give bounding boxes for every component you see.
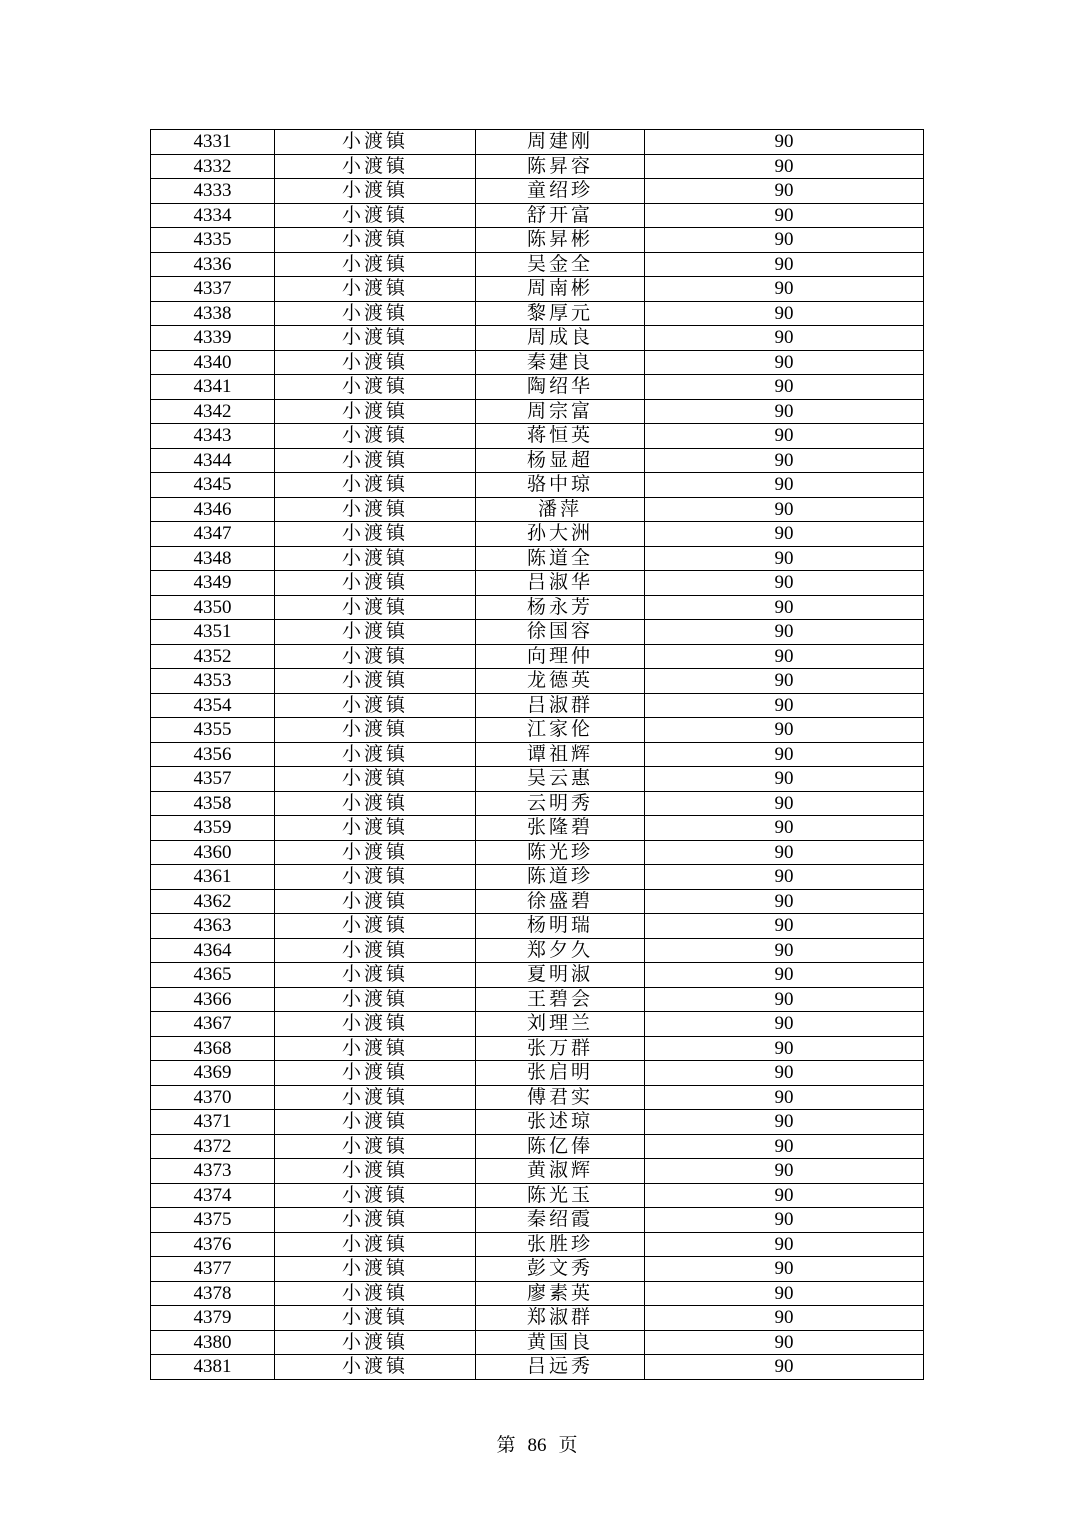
table-row <box>151 1061 924 1086</box>
town-cell: 小渡镇 <box>275 375 476 400</box>
score-cell: 90 <box>645 1110 924 1135</box>
table-row <box>151 889 924 914</box>
town-cell: 小渡镇 <box>275 1355 476 1380</box>
table-row <box>151 1159 924 1184</box>
table-row <box>151 571 924 596</box>
name-cell: 云明秀 <box>476 791 645 816</box>
table-row <box>151 350 924 375</box>
town-cell: 小渡镇 <box>275 669 476 694</box>
town-cell: 小渡镇 <box>275 448 476 473</box>
row-number-cell: 4356 <box>151 742 275 767</box>
row-number-cell: 4336 <box>151 252 275 277</box>
score-cell: 90 <box>645 497 924 522</box>
score-cell: 90 <box>645 938 924 963</box>
table-row <box>151 424 924 449</box>
town-cell: 小渡镇 <box>275 1306 476 1331</box>
row-number-cell: 4338 <box>151 301 275 326</box>
row-number-cell: 4348 <box>151 546 275 571</box>
town-cell: 小渡镇 <box>275 791 476 816</box>
table-row <box>151 179 924 204</box>
table-row <box>151 228 924 253</box>
table-row <box>151 130 924 155</box>
town-cell: 小渡镇 <box>275 914 476 939</box>
score-cell: 90 <box>645 595 924 620</box>
score-cell: 90 <box>645 1012 924 1037</box>
town-cell: 小渡镇 <box>275 546 476 571</box>
table-row <box>151 938 924 963</box>
name-cell: 张万群 <box>476 1036 645 1061</box>
page-footer <box>0 1430 1074 1457</box>
town-cell: 小渡镇 <box>275 987 476 1012</box>
name-cell: 龙德英 <box>476 669 645 694</box>
row-number-cell: 4342 <box>151 399 275 424</box>
name-cell: 秦绍霞 <box>476 1208 645 1233</box>
table-body <box>151 130 924 1380</box>
name-cell: 陈昇容 <box>476 154 645 179</box>
footer-suffix: 页 <box>558 1435 578 1456</box>
name-cell: 陈道珍 <box>476 865 645 890</box>
name-cell: 陈光玉 <box>476 1183 645 1208</box>
row-number-cell: 4370 <box>151 1085 275 1110</box>
table-row <box>151 154 924 179</box>
table-row <box>151 277 924 302</box>
row-number-cell: 4377 <box>151 1257 275 1282</box>
table-row <box>151 1355 924 1380</box>
table-row <box>151 1110 924 1135</box>
name-cell: 潘萍 <box>476 497 645 522</box>
row-number-cell: 4374 <box>151 1183 275 1208</box>
score-cell: 90 <box>645 522 924 547</box>
name-cell: 周南彬 <box>476 277 645 302</box>
row-number-cell: 4371 <box>151 1110 275 1135</box>
row-number-cell: 4353 <box>151 669 275 694</box>
name-cell: 彭文秀 <box>476 1257 645 1282</box>
town-cell: 小渡镇 <box>275 179 476 204</box>
score-cell: 90 <box>645 399 924 424</box>
table-row <box>151 399 924 424</box>
name-cell: 吕淑群 <box>476 693 645 718</box>
name-cell: 陈昇彬 <box>476 228 645 253</box>
name-cell: 郑夕久 <box>476 938 645 963</box>
row-number-cell: 4355 <box>151 718 275 743</box>
town-cell: 小渡镇 <box>275 889 476 914</box>
name-cell: 陈光珍 <box>476 840 645 865</box>
row-number-cell: 4347 <box>151 522 275 547</box>
town-cell: 小渡镇 <box>275 1281 476 1306</box>
town-cell: 小渡镇 <box>275 963 476 988</box>
name-cell: 王碧会 <box>476 987 645 1012</box>
score-cell: 90 <box>645 620 924 645</box>
town-cell: 小渡镇 <box>275 1110 476 1135</box>
name-cell: 郑淑群 <box>476 1306 645 1331</box>
row-number-cell: 4365 <box>151 963 275 988</box>
row-number-cell: 4359 <box>151 816 275 841</box>
row-number-cell: 4345 <box>151 473 275 498</box>
name-cell: 黄淑辉 <box>476 1159 645 1184</box>
table-row <box>151 326 924 351</box>
name-cell: 江家伦 <box>476 718 645 743</box>
score-cell: 90 <box>645 179 924 204</box>
table-row <box>151 865 924 890</box>
footer-prefix: 第 <box>496 1435 516 1456</box>
name-cell: 徐国容 <box>476 620 645 645</box>
town-cell: 小渡镇 <box>275 1183 476 1208</box>
town-cell: 小渡镇 <box>275 326 476 351</box>
town-cell: 小渡镇 <box>275 620 476 645</box>
table-row <box>151 963 924 988</box>
row-number-cell: 4379 <box>151 1306 275 1331</box>
score-cell: 90 <box>645 1257 924 1282</box>
score-cell: 90 <box>645 1208 924 1233</box>
row-number-cell: 4352 <box>151 644 275 669</box>
town-cell: 小渡镇 <box>275 840 476 865</box>
name-cell: 杨显超 <box>476 448 645 473</box>
name-cell: 舒开富 <box>476 203 645 228</box>
town-cell: 小渡镇 <box>275 571 476 596</box>
score-cell: 90 <box>645 693 924 718</box>
town-cell: 小渡镇 <box>275 203 476 228</box>
town-cell: 小渡镇 <box>275 1134 476 1159</box>
town-cell: 小渡镇 <box>275 1085 476 1110</box>
table-row <box>151 1208 924 1233</box>
name-cell: 周建刚 <box>476 130 645 155</box>
row-number-cell: 4331 <box>151 130 275 155</box>
row-number-cell: 4381 <box>151 1355 275 1380</box>
row-number-cell: 4349 <box>151 571 275 596</box>
table-row <box>151 1085 924 1110</box>
table-row <box>151 620 924 645</box>
score-cell: 90 <box>645 1134 924 1159</box>
row-number-cell: 4364 <box>151 938 275 963</box>
name-cell: 骆中琼 <box>476 473 645 498</box>
row-number-cell: 4363 <box>151 914 275 939</box>
name-cell: 童绍珍 <box>476 179 645 204</box>
town-cell: 小渡镇 <box>275 350 476 375</box>
town-cell: 小渡镇 <box>275 767 476 792</box>
score-cell: 90 <box>645 1281 924 1306</box>
table-row <box>151 742 924 767</box>
name-cell: 陈道全 <box>476 546 645 571</box>
name-cell: 傅君实 <box>476 1085 645 1110</box>
name-cell: 张胜珍 <box>476 1232 645 1257</box>
table-row <box>151 1257 924 1282</box>
row-number-cell: 4340 <box>151 350 275 375</box>
score-cell: 90 <box>645 963 924 988</box>
row-number-cell: 4343 <box>151 424 275 449</box>
score-cell: 90 <box>645 1085 924 1110</box>
score-cell: 90 <box>645 644 924 669</box>
row-number-cell: 4335 <box>151 228 275 253</box>
row-number-cell: 4357 <box>151 767 275 792</box>
row-number-cell: 4344 <box>151 448 275 473</box>
name-cell: 陶绍华 <box>476 375 645 400</box>
name-cell: 徐盛碧 <box>476 889 645 914</box>
table-row <box>151 1183 924 1208</box>
score-cell: 90 <box>645 448 924 473</box>
name-cell: 夏明淑 <box>476 963 645 988</box>
name-cell: 廖素英 <box>476 1281 645 1306</box>
score-cell: 90 <box>645 203 924 228</box>
table-row <box>151 546 924 571</box>
town-cell: 小渡镇 <box>275 644 476 669</box>
row-number-cell: 4368 <box>151 1036 275 1061</box>
row-number-cell: 4372 <box>151 1134 275 1159</box>
town-cell: 小渡镇 <box>275 424 476 449</box>
score-cell: 90 <box>645 154 924 179</box>
row-number-cell: 4360 <box>151 840 275 865</box>
table-row <box>151 718 924 743</box>
score-cell: 90 <box>645 424 924 449</box>
table-row <box>151 644 924 669</box>
name-cell: 黄国良 <box>476 1330 645 1355</box>
table-row <box>151 1134 924 1159</box>
town-cell: 小渡镇 <box>275 1159 476 1184</box>
table-row <box>151 595 924 620</box>
score-cell: 90 <box>645 1061 924 1086</box>
name-cell: 周成良 <box>476 326 645 351</box>
score-cell: 90 <box>645 1355 924 1380</box>
table-row <box>151 1306 924 1331</box>
score-cell: 90 <box>645 816 924 841</box>
table-row <box>151 252 924 277</box>
town-cell: 小渡镇 <box>275 865 476 890</box>
town-cell: 小渡镇 <box>275 1232 476 1257</box>
table-row <box>151 497 924 522</box>
score-cell: 90 <box>645 1183 924 1208</box>
row-number-cell: 4366 <box>151 987 275 1012</box>
score-cell: 90 <box>645 375 924 400</box>
score-cell: 90 <box>645 840 924 865</box>
table-row <box>151 669 924 694</box>
score-cell: 90 <box>645 742 924 767</box>
page-number: 86 <box>527 1435 547 1456</box>
name-cell: 秦建良 <box>476 350 645 375</box>
name-cell: 吴云惠 <box>476 767 645 792</box>
row-number-cell: 4369 <box>151 1061 275 1086</box>
row-number-cell: 4332 <box>151 154 275 179</box>
row-number-cell: 4333 <box>151 179 275 204</box>
table-row <box>151 203 924 228</box>
name-cell: 张述琼 <box>476 1110 645 1135</box>
town-cell: 小渡镇 <box>275 1061 476 1086</box>
score-cell: 90 <box>645 718 924 743</box>
name-cell: 吴金全 <box>476 252 645 277</box>
row-number-cell: 4361 <box>151 865 275 890</box>
row-number-cell: 4337 <box>151 277 275 302</box>
score-cell: 90 <box>645 889 924 914</box>
name-cell: 黎厚元 <box>476 301 645 326</box>
town-cell: 小渡镇 <box>275 228 476 253</box>
score-cell: 90 <box>645 1306 924 1331</box>
score-cell: 90 <box>645 791 924 816</box>
table-row <box>151 767 924 792</box>
score-cell: 90 <box>645 1330 924 1355</box>
score-cell: 90 <box>645 571 924 596</box>
town-cell: 小渡镇 <box>275 938 476 963</box>
row-number-cell: 4350 <box>151 595 275 620</box>
town-cell: 小渡镇 <box>275 816 476 841</box>
table-row <box>151 987 924 1012</box>
score-cell: 90 <box>645 228 924 253</box>
name-cell: 杨永芳 <box>476 595 645 620</box>
name-cell: 陈亿俸 <box>476 1134 645 1159</box>
score-cell: 90 <box>645 914 924 939</box>
table-row <box>151 1330 924 1355</box>
name-cell: 孙大洲 <box>476 522 645 547</box>
name-cell: 张启明 <box>476 1061 645 1086</box>
score-cell: 90 <box>645 326 924 351</box>
name-cell: 刘理兰 <box>476 1012 645 1037</box>
town-cell: 小渡镇 <box>275 277 476 302</box>
row-number-cell: 4378 <box>151 1281 275 1306</box>
name-cell: 蒋恒英 <box>476 424 645 449</box>
town-cell: 小渡镇 <box>275 718 476 743</box>
score-cell: 90 <box>645 1232 924 1257</box>
town-cell: 小渡镇 <box>275 473 476 498</box>
table-row <box>151 840 924 865</box>
name-cell: 杨明瑞 <box>476 914 645 939</box>
row-number-cell: 4375 <box>151 1208 275 1233</box>
town-cell: 小渡镇 <box>275 1036 476 1061</box>
name-cell: 吕淑华 <box>476 571 645 596</box>
score-cell: 90 <box>645 350 924 375</box>
row-number-cell: 4376 <box>151 1232 275 1257</box>
row-number-cell: 4346 <box>151 497 275 522</box>
table-row <box>151 816 924 841</box>
table-row <box>151 693 924 718</box>
table-row <box>151 1036 924 1061</box>
row-number-cell: 4380 <box>151 1330 275 1355</box>
score-cell: 90 <box>645 669 924 694</box>
row-number-cell: 4339 <box>151 326 275 351</box>
row-number-cell: 4354 <box>151 693 275 718</box>
score-cell: 90 <box>645 987 924 1012</box>
score-cell: 90 <box>645 252 924 277</box>
score-cell: 90 <box>645 301 924 326</box>
town-cell: 小渡镇 <box>275 1257 476 1282</box>
score-cell: 90 <box>645 546 924 571</box>
row-number-cell: 4341 <box>151 375 275 400</box>
town-cell: 小渡镇 <box>275 1330 476 1355</box>
score-cell: 90 <box>645 473 924 498</box>
table-row <box>151 791 924 816</box>
data-table <box>150 129 924 1380</box>
town-cell: 小渡镇 <box>275 693 476 718</box>
name-cell: 周宗富 <box>476 399 645 424</box>
score-cell: 90 <box>645 130 924 155</box>
name-cell: 吕远秀 <box>476 1355 645 1380</box>
row-number-cell: 4351 <box>151 620 275 645</box>
score-cell: 90 <box>645 1036 924 1061</box>
table-row <box>151 301 924 326</box>
town-cell: 小渡镇 <box>275 252 476 277</box>
score-cell: 90 <box>645 277 924 302</box>
town-cell: 小渡镇 <box>275 154 476 179</box>
table-row <box>151 522 924 547</box>
table-row <box>151 375 924 400</box>
name-cell: 张隆碧 <box>476 816 645 841</box>
table-row <box>151 1232 924 1257</box>
name-cell: 向理仲 <box>476 644 645 669</box>
town-cell: 小渡镇 <box>275 399 476 424</box>
town-cell: 小渡镇 <box>275 1208 476 1233</box>
table-row <box>151 473 924 498</box>
row-number-cell: 4358 <box>151 791 275 816</box>
town-cell: 小渡镇 <box>275 130 476 155</box>
town-cell: 小渡镇 <box>275 595 476 620</box>
town-cell: 小渡镇 <box>275 742 476 767</box>
score-cell: 90 <box>645 865 924 890</box>
score-cell: 90 <box>645 1159 924 1184</box>
name-cell: 谭祖辉 <box>476 742 645 767</box>
table-row <box>151 448 924 473</box>
town-cell: 小渡镇 <box>275 1012 476 1037</box>
score-cell: 90 <box>645 767 924 792</box>
town-cell: 小渡镇 <box>275 301 476 326</box>
table-row <box>151 1012 924 1037</box>
row-number-cell: 4367 <box>151 1012 275 1037</box>
town-cell: 小渡镇 <box>275 522 476 547</box>
table-row <box>151 1281 924 1306</box>
town-cell: 小渡镇 <box>275 497 476 522</box>
row-number-cell: 4334 <box>151 203 275 228</box>
table-row <box>151 914 924 939</box>
row-number-cell: 4362 <box>151 889 275 914</box>
row-number-cell: 4373 <box>151 1159 275 1184</box>
